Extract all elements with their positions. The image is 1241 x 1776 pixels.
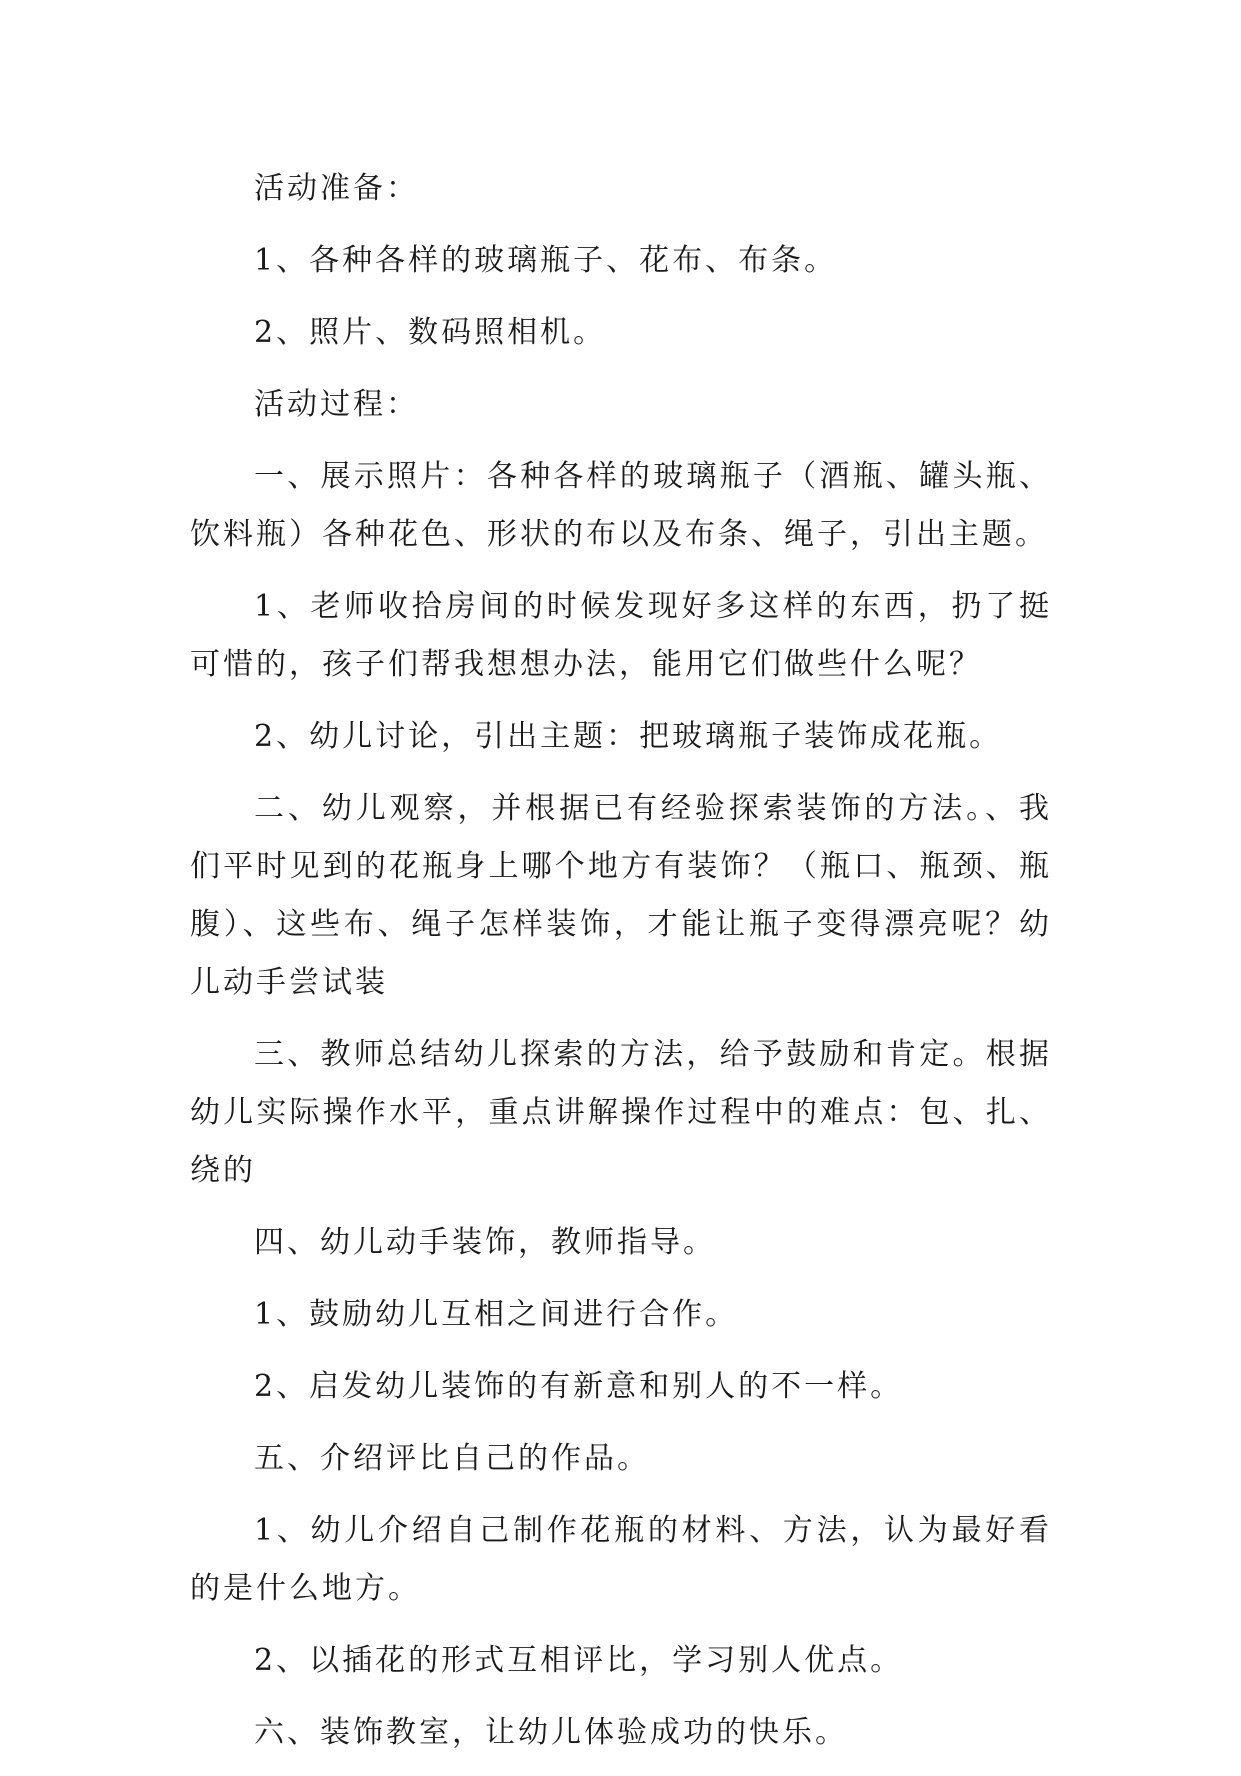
document-body bbox=[190, 160, 1052, 1776]
paragraph-step-5-item-1: 1、幼儿介绍自己制作花瓶的材料、方法，认为最好看的是什么地方。 bbox=[190, 1513, 1052, 1606]
paragraph-process-heading: 活动过程： bbox=[254, 387, 419, 422]
paragraph-step-5-item-2: 2、以插花的形式互相评比，学习别人优点。 bbox=[254, 1643, 904, 1678]
paragraph-preparation-heading: 活动准备： bbox=[254, 171, 419, 206]
paragraph-step-4: 四、幼儿动手装饰，教师指导。 bbox=[254, 1225, 716, 1260]
paragraph-step-1-item-2: 2、幼儿讨论，引出主题：把玻璃瓶子装饰成花瓶。 bbox=[254, 719, 1003, 754]
paragraph-step-1: 一、展示照片：各种各样的玻璃瓶子（酒瓶、罐头瓶、饮料瓶）各种花色、形状的布以及布条、绳子，引出主题。 bbox=[190, 459, 1052, 552]
paragraph-step-1-item-1: 1、老师收拾房间的时候发现好多这样的东西，扔了挺可惜的，孩子们帮我想想办法，能用它们做些什么呢？ bbox=[190, 589, 1052, 682]
paragraph-step-4-item-1: 1、鼓励幼儿互相之间进行合作。 bbox=[254, 1297, 739, 1332]
paragraph-step-2: 二、幼儿观察，并根据已有经验探索装饰的方法。、我们平时见到的花瓶身上哪个地方有装饰？（瓶口、瓶颈、瓶腹）、这些布、绳子怎样装饰，才能让瓶子变得漂亮呢？幼儿动手尝试装 bbox=[190, 791, 1052, 1000]
paragraph-step-5: 五、介绍评比自己的作品。 bbox=[254, 1441, 650, 1476]
paragraph-step-3: 三、教师总结幼儿探索的方法，给予鼓励和肯定。根据幼儿实际操作水平，重点讲解操作过程中的难点：包、扎、绕的 bbox=[190, 1037, 1052, 1188]
paragraph-preparation-item-1: 1、各种各样的玻璃瓶子、花布、布条。 bbox=[254, 243, 838, 278]
paragraph-preparation-item-2: 2、照片、数码照相机。 bbox=[254, 315, 607, 350]
paragraph-step-4-item-2: 2、启发幼儿装饰的有新意和别人的不一样。 bbox=[254, 1369, 904, 1404]
paragraph-step-6: 六、装饰教室，让幼儿体验成功的快乐。 bbox=[254, 1715, 848, 1750]
